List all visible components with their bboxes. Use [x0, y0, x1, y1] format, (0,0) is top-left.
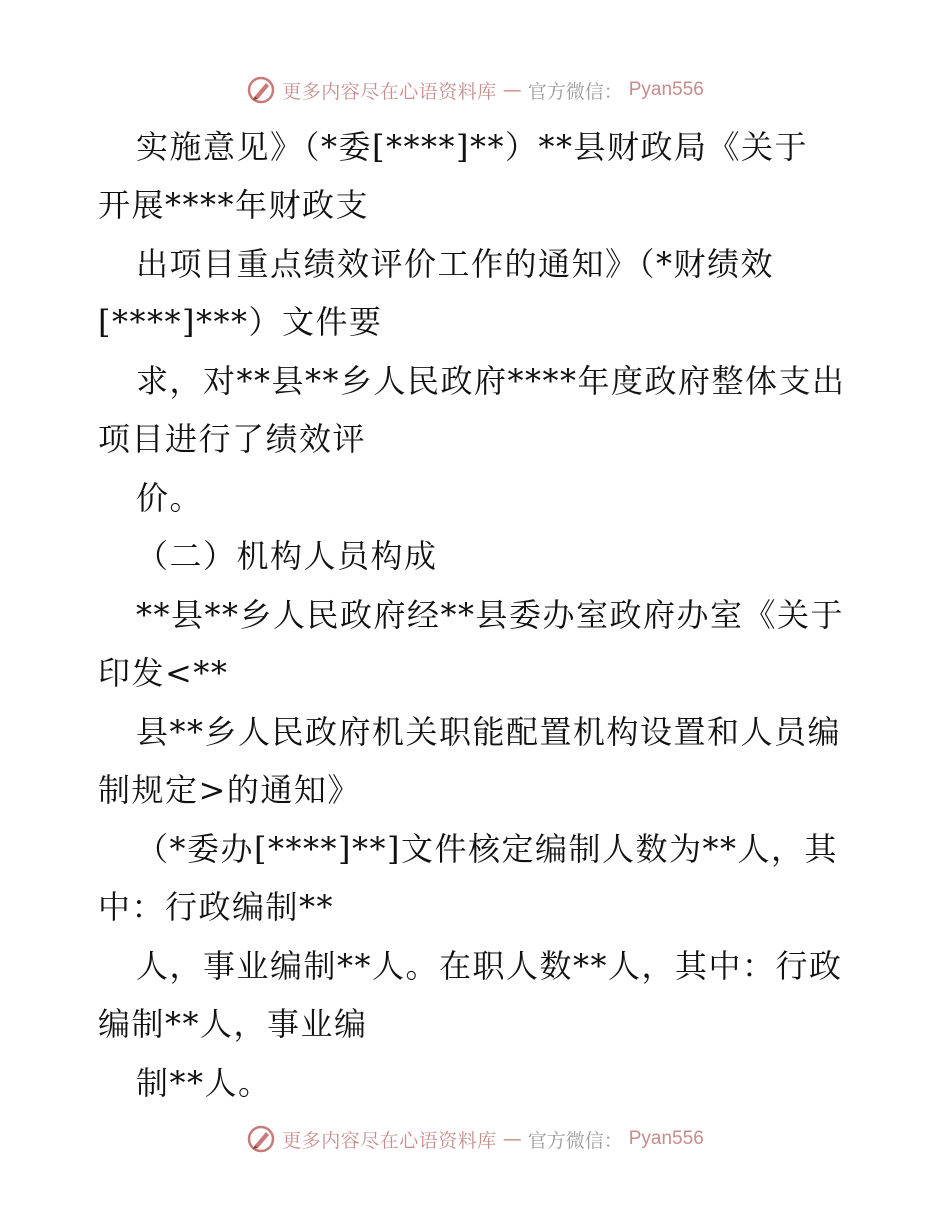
text-line: 出项目重点绩效评价工作的通知》（*财绩效: [136, 245, 775, 283]
text-line: 项目进行了绩效评: [98, 420, 367, 458]
text-line: 印发<**: [98, 654, 229, 692]
pen-logo-icon: [246, 75, 276, 105]
watermark-label: 官方微信：: [527, 80, 623, 103]
text-line: 县**乡人民政府机关职能配置机构设置和人员编: [136, 713, 842, 751]
watermark-separator: —: [502, 1128, 522, 1150]
text-line: **县**乡人民政府经**县委办室政府办室《关于: [136, 596, 845, 634]
header-watermark: [0, 70, 950, 110]
watermark-wechat-id: Pyan556: [628, 1128, 704, 1149]
section-heading: （二）机构人员构成: [136, 537, 438, 575]
text-line: 编制**人，事业编: [98, 1005, 368, 1043]
text-line: （*委办[****]**]文件核定编制人数为**人，其: [136, 830, 838, 868]
text-line: 制**人。: [136, 1064, 272, 1102]
text-line: 中：行政编制**: [98, 888, 335, 926]
text-line: 制规定>的通知》: [98, 771, 361, 809]
pen-logo-icon: [246, 1124, 276, 1154]
text-line: 求，对**县**乡人民政府****年度政府整体支出: [136, 362, 846, 400]
footer-watermark: [0, 1119, 950, 1159]
text-line: 人，事业编制**人。在职人数**人，其中：行政: [136, 947, 843, 985]
watermark-label: 官方微信：: [527, 1129, 623, 1152]
watermark-site-text: 更多内容尽在心语资料库: [282, 80, 497, 103]
watermark-wechat-id: Pyan556: [628, 79, 704, 100]
watermark-site-text: 更多内容尽在心语资料库: [282, 1129, 497, 1152]
text-line: [****]***）文件要: [98, 303, 383, 341]
watermark-separator: —: [502, 79, 522, 101]
text-line: 开展****年财政支: [98, 186, 370, 224]
text-line: 实施意见》（*委[****]**）**县财政局《关于: [136, 128, 808, 166]
text-line: 价。: [136, 479, 204, 517]
